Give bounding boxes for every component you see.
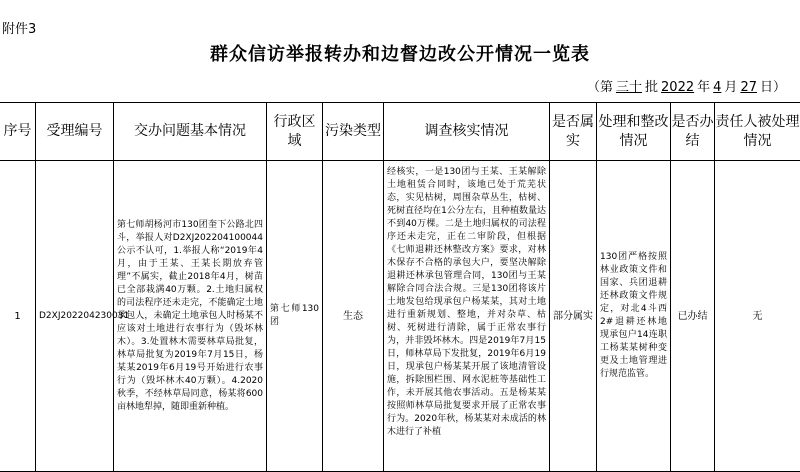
- issue-text: 第七师胡杨河市130团奎下公路北四斗，举报人对D2XJ202204100044公示不认可，1.举报人称“2019年4月，由于王某、王某长期放弃管理”不属实，截止2018年4月，树苗已全部栽满40万颗。2.土地归属权的司法程序还未走完，不能确定土地承包人，未确定土地承包人时杨某不应该对土地进行农事行为（毁坏林木）。3.处置林木需要林草局批复，林草局批复为2019年7月15日，杨某某2019年6月19号开始进行农事行为（毁坏林木40万颗）。4.2020秋季，不经林草局同意，杨某将600亩林地犁掉，随即重新种植。: [114, 219, 266, 414]
- cell-accountability: 无: [715, 161, 800, 472]
- cell-region: [267, 161, 323, 472]
- cell-pollution: 生态: [323, 161, 384, 472]
- cell-investigation: [384, 161, 550, 472]
- header-handling: 处理和整改情况: [597, 103, 671, 161]
- batch-day: 27: [737, 80, 760, 95]
- investigation-text: 经核实，一是130团与王某、王某解除土地租赁合同时，该地已处于荒芜状态，实见枯树，周围杂草丛生，枯树、死树直径均在1公分左右，且种植数量达不到40万棵。二是土地归属权的司法程序还未走完，正在二审阶段，但根据《七师退耕还林整改方案》要求，对林木保存不合格的承包大户，要坚决解除退耕还林承包管理合同，130团与王某解除合同合法合规。三是130团将该片土地发包给现承包户杨某某，其对土地进行重新规划、整地，并对杂草、枯树、死树进行清除，属于正常农事行为，并非毁坏林木。四是2019年7月15日，师林草局下发批复，2019年6月19日，现承包户杨某某开展了该地清管设施，拆除围栏围、网水泥桩等基础性工作，未开展其他农事活动。五是杨某某按照师林草局批复要求开展了正常农事行为。2020年秋，杨某某对未成活的林木进行了补植: [384, 166, 549, 466]
- batch-month: 4: [710, 80, 724, 95]
- batch-word: 批: [645, 80, 658, 95]
- complaint-table: [0, 102, 800, 472]
- cell-verified: 部分属实: [550, 161, 597, 472]
- handling-text: 130团严格按照林业政策文件和国家、兵团退耕还林政策文件规定，对北4斗西2#退耕还林地现承包户14连职工杨某某树种变更及土地管理进行规范监管。: [597, 251, 670, 381]
- page-title: 群众信访举报转办和边督边改公开情况一览表: [0, 40, 800, 66]
- batch-number: 三十: [613, 80, 645, 95]
- day-word: 日）: [760, 80, 786, 95]
- cell-seq: 1: [0, 161, 36, 472]
- batch-date-line: [587, 76, 786, 95]
- header-pollution: 污染类型: [323, 103, 384, 161]
- cell-handling: [597, 161, 671, 472]
- header-accountability: 责任人被处理情况: [715, 103, 800, 161]
- attachment-label: 附件3: [2, 18, 36, 37]
- month-word: 月: [724, 80, 737, 95]
- header-closed: 是否办结: [671, 103, 715, 161]
- cell-case-no: [36, 161, 114, 472]
- cell-closed: 已办结: [671, 161, 715, 472]
- header-seq: 序号: [0, 103, 36, 161]
- batch-prefix: （第: [587, 80, 613, 95]
- case-no-text: D2XJ202204230031: [36, 310, 113, 323]
- batch-year: 2022: [658, 80, 697, 95]
- region-text: 第七师130团: [267, 303, 322, 329]
- header-issue: 交办问题基本情况: [114, 103, 267, 161]
- year-word: 年: [697, 80, 710, 95]
- header-region: 行政区域: [267, 103, 323, 161]
- cell-issue: [114, 161, 267, 472]
- header-case-no: 受理编号: [36, 103, 114, 161]
- table-row: [0, 161, 800, 472]
- table-header-row: [0, 103, 800, 161]
- header-verified: 是否属实: [550, 103, 597, 161]
- header-investigation: 调查核实情况: [384, 103, 550, 161]
